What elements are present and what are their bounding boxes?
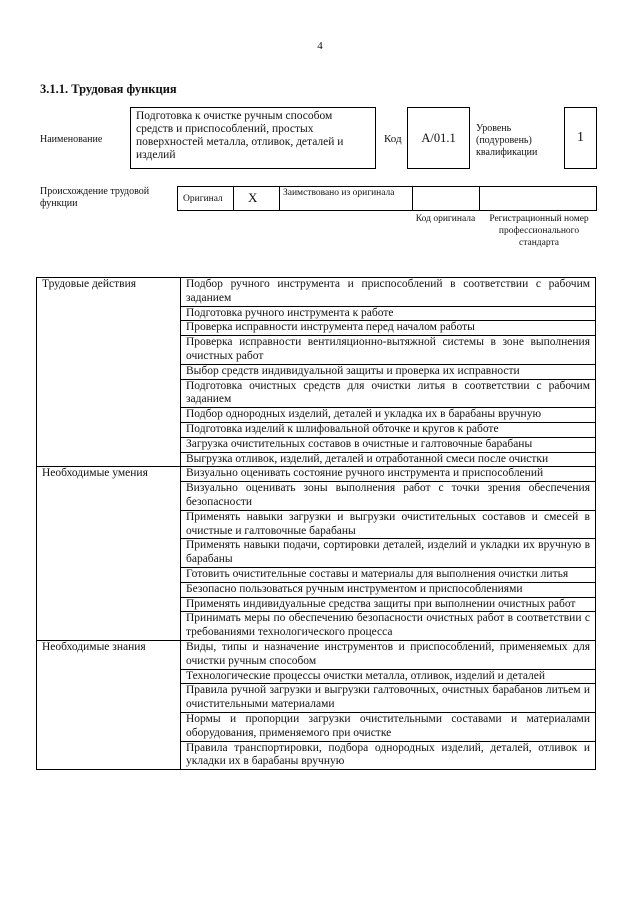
table-row	[37, 640, 596, 669]
item-cell: Готовить очистительные составы и материалы для выполнения очистки литья	[181, 567, 596, 582]
item-cell: Применять навыки загрузки и выгрузки очистительных составов и смесей в очистные и галтовочные барабаны	[181, 510, 596, 539]
category-cell: Необходимые знания	[37, 640, 181, 769]
item-cell: Технологические процессы очистки металла, отливок, изделий и деталей	[181, 669, 596, 684]
name-label: Наименование	[40, 134, 103, 145]
item-cell: Выгрузка отливок, изделий, деталей и отработанной смеси после очистки	[181, 452, 596, 467]
code-label: Код	[384, 133, 402, 145]
table-row	[37, 278, 596, 307]
item-cell: Правила ручной загрузки и выгрузки галтовочных, очистных барабанов литьем и очистительными материалами	[181, 684, 596, 713]
item-cell: Визуально оценивать зоны выполнения работ с точки зрения обеспечения безопасности	[181, 482, 596, 511]
section-title: 3.1.1. Трудовая функция	[40, 82, 177, 96]
original-label: Оригинал	[183, 194, 223, 204]
original-mark: X	[248, 190, 258, 205]
function-name-box: Подготовка к очистке ручным способом средств и приспособлений, простых поверхностей металла, отливок, деталей и изделий	[130, 107, 376, 169]
origin-table	[177, 186, 597, 211]
item-cell: Проверка исправности вентиляционно-вытяжной системы в зоне выполнения очистных работ	[181, 336, 596, 365]
item-cell: Подбор однородных изделий, деталей и укладка их в барабаны вручную	[181, 408, 596, 423]
reg-number-label: Регистрационный номер профессионального стандарта	[489, 214, 589, 248]
category-cell: Трудовые действия	[37, 278, 181, 467]
borrowed-cell	[280, 187, 413, 210]
code-original-label: Код оригинала	[415, 214, 476, 224]
item-cell: Правила транспортировки, подбора однородных изделий, деталей, отливок и укладки их в барабаны вручную	[181, 741, 596, 770]
item-cell: Проверка исправности инструмента перед началом работы	[181, 321, 596, 336]
borrowed-label: Заимствовано из оригинала	[283, 188, 395, 198]
original-cell	[178, 187, 234, 210]
item-cell: Применять индивидуальные средства защиты при выполнении очистных работ	[181, 597, 596, 612]
level-label: Уровень (подуровень) квалификации	[476, 123, 538, 158]
item-cell: Подготовка очистных средств для очистки литья в соответствии с рабочим заданием	[181, 379, 596, 408]
category-cell: Необходимые умения	[37, 467, 181, 641]
item-cell: Безопасно пользоваться ручным инструментом и приспособлениями	[181, 582, 596, 597]
origin-label: Происхождение трудовой функции	[40, 186, 150, 209]
code-original-cell	[413, 187, 480, 210]
item-cell: Подготовка изделий к шлифовальной обточке и кругов к работе	[181, 422, 596, 437]
item-cell: Виды, типы и назначение инструментов и приспособлений, применяемых для очистки ручным способом	[181, 640, 596, 669]
item-cell: Загрузка очистительных составов в очистные и галтовочные барабаны	[181, 437, 596, 452]
table-row	[37, 467, 596, 482]
item-cell: Нормы и пропорции загрузки очистительными составами и материалами оборудования, применяемого при очистке	[181, 712, 596, 741]
reg-number-cell	[480, 187, 596, 210]
page-number: 4	[317, 40, 323, 52]
item-cell: Применять навыки подачи, сортировки деталей, изделий и укладки их вручную в барабаны	[181, 539, 596, 568]
original-mark-cell	[234, 187, 280, 210]
code-box: A/01.1	[407, 107, 470, 169]
item-cell: Подбор ручного инструмента и приспособлений в соответствии с рабочим заданием	[181, 278, 596, 307]
item-cell: Принимать меры по обеспечению безопасности очистных работ в соответствии с требованиями технологического процесса	[181, 612, 596, 641]
item-cell: Визуально оценивать состояние ручного инструмента и приспособлений	[181, 467, 596, 482]
item-cell: Выбор средств индивидуальной защиты и проверка их исправности	[181, 364, 596, 379]
level-box: 1	[564, 107, 597, 169]
function-details-table	[36, 277, 596, 770]
item-cell: Подготовка ручного инструмента к работе	[181, 306, 596, 321]
